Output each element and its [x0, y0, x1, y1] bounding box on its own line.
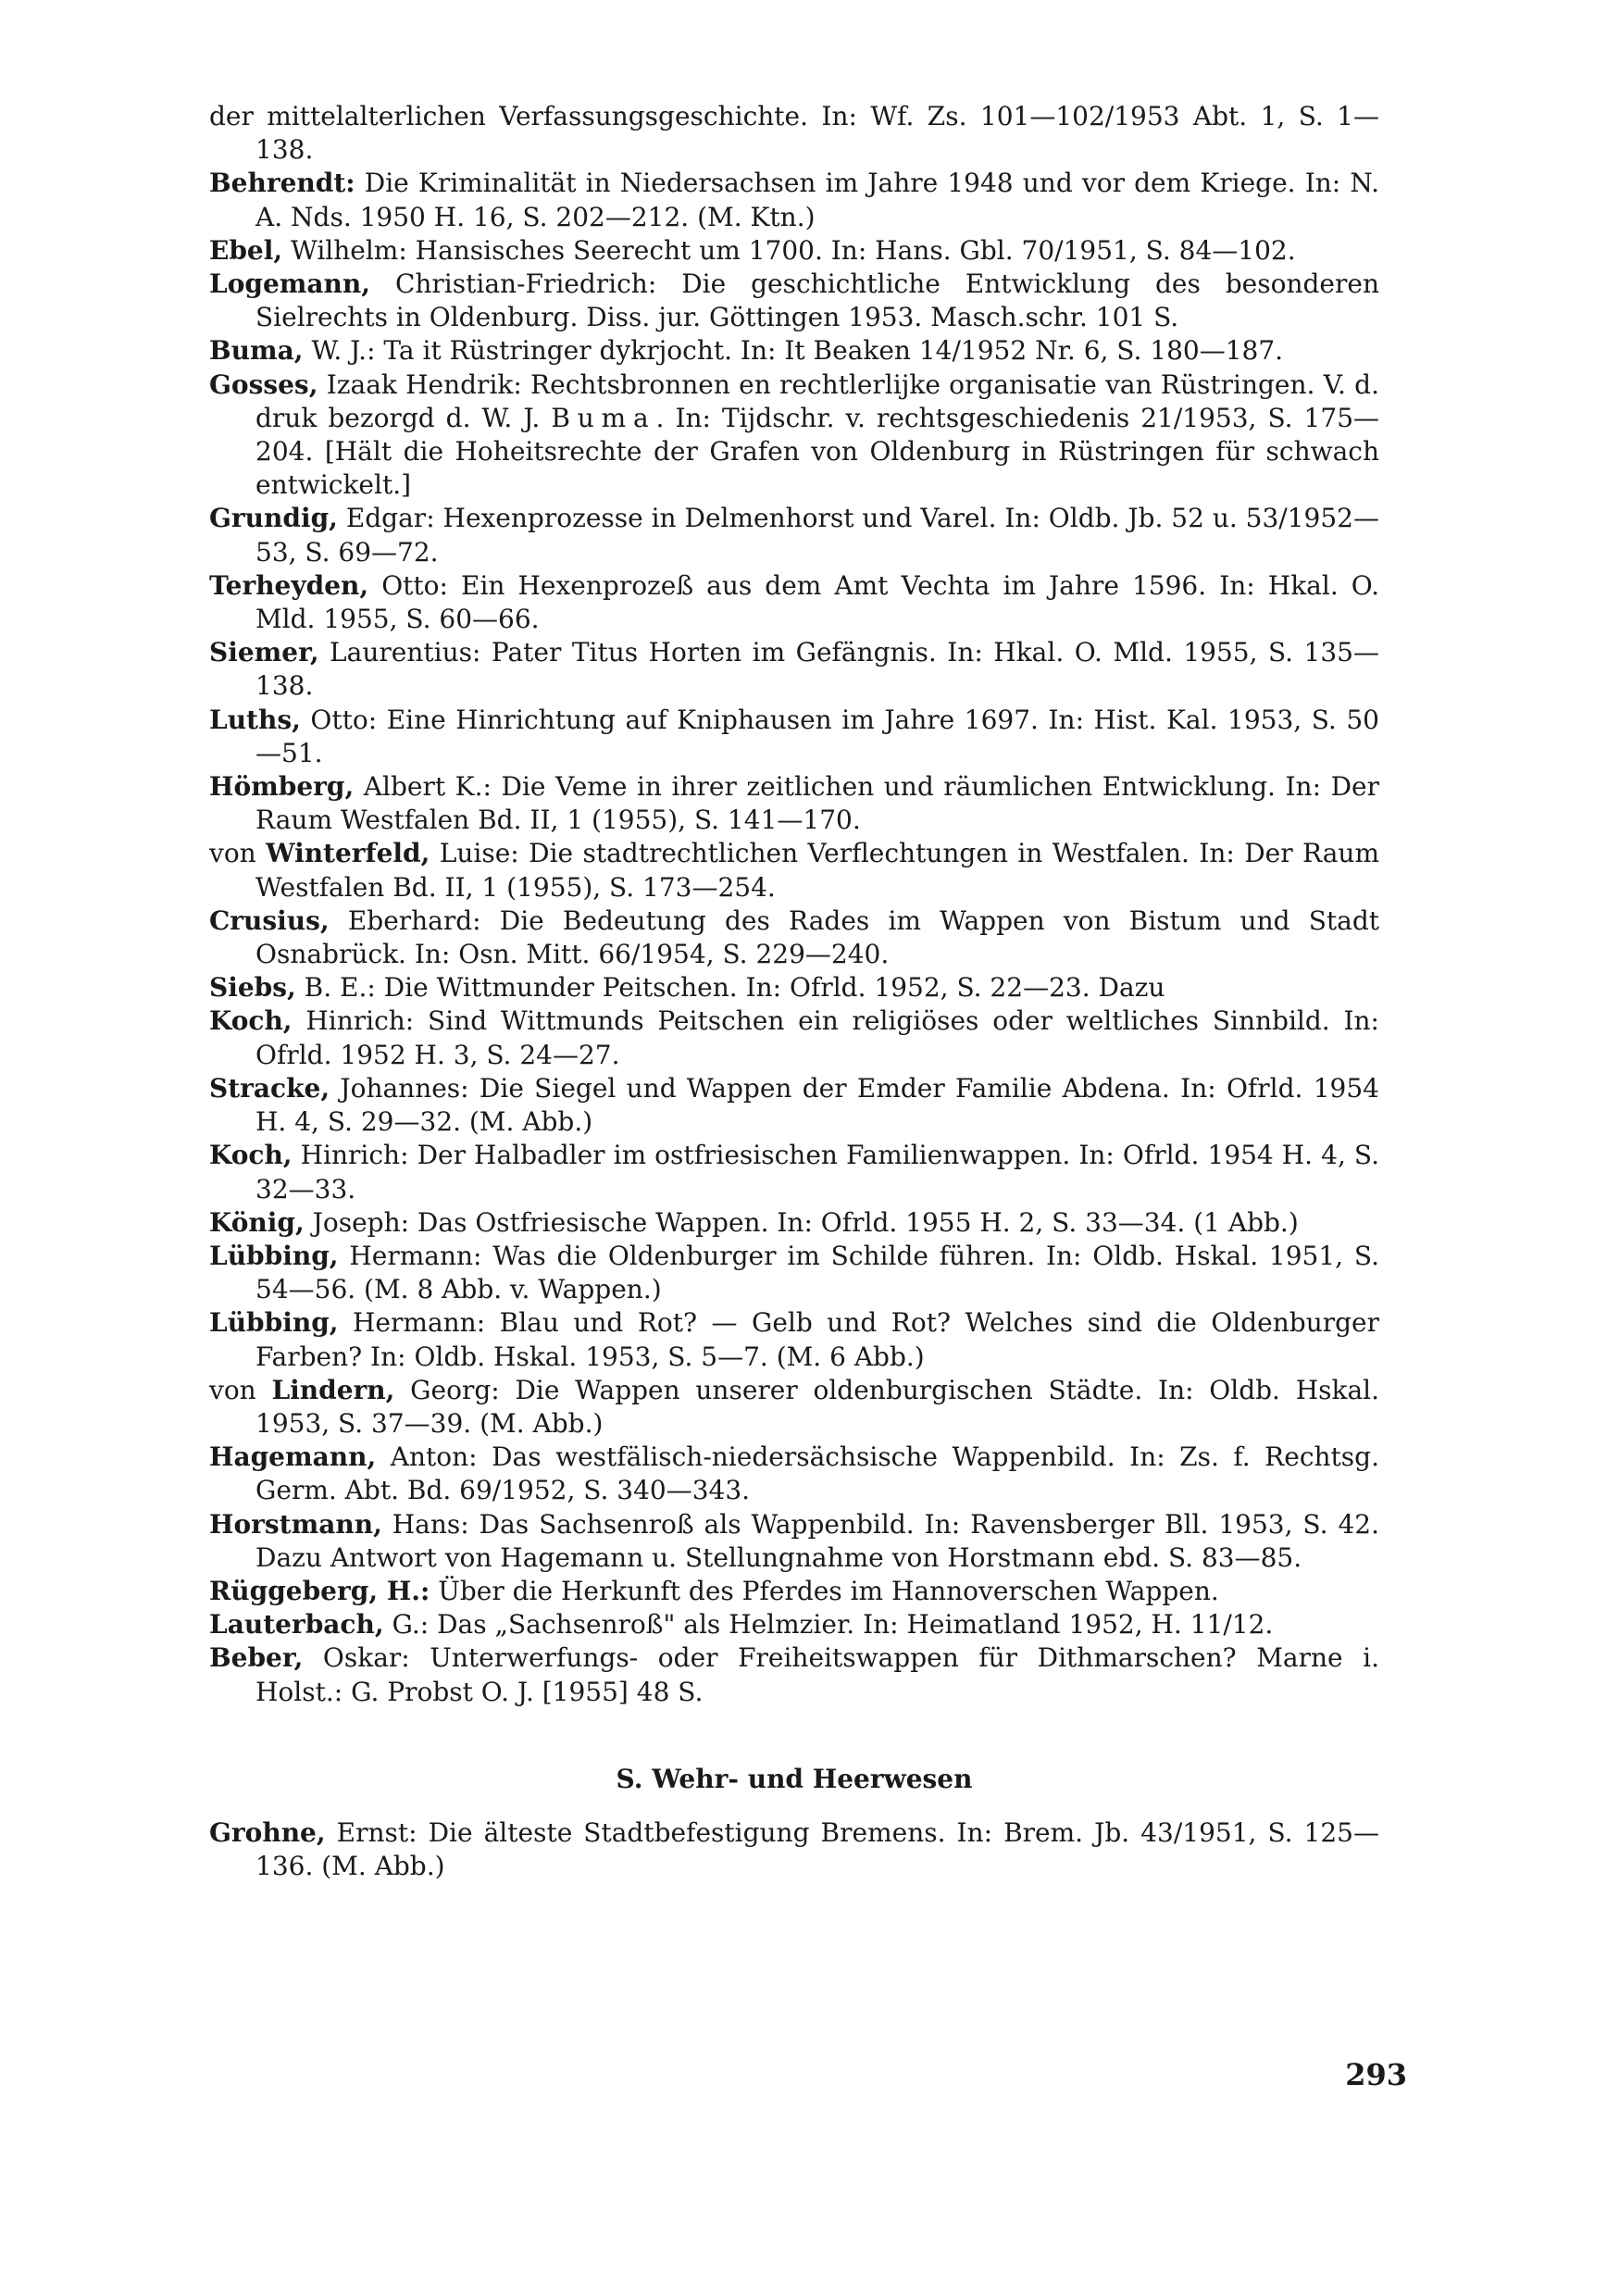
entry-text: Albert K.: Die Veme in ihrer zeitlichen und räumlichen Entwicklung. In: Der Raum Westfalen Bd. II, 1 (1955), S. 141—170.	[255, 771, 1379, 836]
section-bibliography-list	[209, 1816, 1379, 1883]
entry-text: Hans: Das Sachsenroß als Wappenbild. In: Ravensberger Bll. 1953, S. 42. Dazu Antwort von Hagemann u. Stellungnahme von Horstmann ebd. S. 83—85.	[255, 1508, 1379, 1573]
author-name: Beber,	[209, 1642, 304, 1674]
bibliography-entry	[209, 234, 1379, 268]
bibliography-entry	[209, 636, 1379, 703]
entry-text: Izaak Hendrik: Rechtsbronnen en rechtlerlijke organisatie van Rüstringen. V. d. druk bezorgd d. W. J.	[255, 368, 1379, 433]
bibliography-entry	[209, 368, 1379, 503]
bibliography-entry	[209, 1816, 1379, 1883]
entry-text: Edgar: Hexenprozesse in Delmenhorst und Varel. In: Oldb. Jb. 52 u. 53/1952—53, S. 69—72.	[255, 503, 1379, 568]
author-name: Siebs,	[209, 972, 296, 1004]
author-name: Lübbing,	[209, 1240, 339, 1271]
entry-text: Otto: Eine Hinrichtung auf Kniphausen im Jahre 1697. In: Hist. Kal. 1953, S. 50—51.	[255, 704, 1379, 768]
entry-text: Hermann: Blau und Rot? — Gelb und Rot? Welches sind die Oldenburger Farben? In: Oldb. Hskal. 1953, S. 5—7. (M. 6 Abb.)	[255, 1307, 1379, 1372]
author-name: Lübbing,	[209, 1307, 339, 1339]
entry-text: Ernst: Die älteste Stadtbefestigung Bremens. In: Brem. Jb. 43/1951, S. 125—136. (M. Abb.)	[255, 1816, 1379, 1881]
author-name: König,	[209, 1206, 305, 1238]
author-name: Terheyden,	[209, 569, 369, 601]
section-heading: S. Wehr- und Heerwesen	[616, 1763, 973, 1794]
entry-text: Georg: Die Wappen unserer oldenburgischen Städte. In: Oldb. Hskal. 1953, S. 37—39. (M. Abb.)	[255, 1374, 1380, 1439]
bibliography-list	[209, 167, 1379, 1708]
name-prefix: von	[209, 838, 267, 869]
author-name: Buma,	[209, 335, 304, 367]
entry-text: Otto: Ein Hexenprozeß aus dem Amt Vechta im Jahre 1596. In: Hkal. O. Mld. 1955, S. 60—66.	[255, 569, 1379, 635]
author-name: Stracke,	[209, 1072, 330, 1104]
bibliography-entry	[209, 1608, 1379, 1641]
author-name: Crusius,	[209, 905, 330, 936]
bibliography-entry	[209, 502, 1379, 568]
bibliography-entry	[209, 770, 1379, 837]
bibliography-entry	[209, 1139, 1379, 1205]
entry-text: Johannes: Die Siegel und Wappen der Emder Familie Abdena. In: Ofrld. 1954 H. 4, S. 29—32. (M. Abb.)	[255, 1072, 1379, 1138]
entry-text: Laurentius: Pater Titus Horten im Gefängnis. In: Hkal. O. Mld. 1955, S. 135—138.	[255, 637, 1379, 702]
author-name: Grohne,	[209, 1816, 326, 1848]
bibliography-entry	[209, 334, 1379, 368]
author-name: Ebel,	[209, 234, 283, 266]
bibliography-entry	[209, 167, 1379, 233]
name-prefix: von	[209, 1374, 272, 1405]
entry-text: Luise: Die stadtrechtlichen Verflechtungen in Westfalen. In: Der Raum Westfalen Bd. II, 1 (1955), S. 173—254.	[255, 838, 1380, 903]
entry-text: G.: Das „Sachsenroß" als Helmzier. In: Heimatland 1952, H. 11/12.	[383, 1609, 1274, 1641]
bibliography-entry	[209, 1575, 1379, 1608]
bibliography-entry	[209, 1508, 1379, 1575]
bibliography-continuation: der mittelalterlichen Verfassungsgeschichte. In: Wf. Zs. 101—102/1953 Abt. 1, S. 1—138.	[209, 101, 1379, 166]
bibliography-entry	[209, 971, 1379, 1004]
author-name: Winterfeld,	[266, 838, 430, 869]
bibliography-entry	[209, 1004, 1379, 1071]
author-name: Koch,	[209, 1140, 293, 1171]
entry-text: B. E.: Die Wittmunder Peitschen. In: Ofrld. 1952, S. 22—23. Dazu	[295, 972, 1165, 1004]
entry-text: Wilhelm: Hansisches Seerecht um 1700. In: Hans. Gbl. 70/1951, S. 84—102.	[282, 234, 1296, 266]
bibliography-entry	[209, 1306, 1379, 1373]
author-name: Luths,	[209, 704, 301, 735]
entry-text: Oskar: Unterwerfungs- oder Freiheitswappen für Dithmarschen? Marne i. Holst.: G. Probst O. J. [1955] 48 S.	[255, 1642, 1379, 1707]
author-name: Siemer,	[209, 637, 319, 668]
entry-text: Hinrich: Der Halbadler im ostfriesischen Familienwappen. In: Ofrld. 1954 H. 4, S. 32—33.	[255, 1140, 1379, 1204]
bibliography-entry	[209, 1206, 1379, 1240]
page-number: 293	[1345, 2057, 1407, 2092]
bibliography-entry	[209, 1641, 1379, 1708]
entry-text: Die Kriminalität in Niedersachsen im Jahre 1948 und vor dem Kriege. In: N. A. Nds. 1950 H. 16, S. 202—212. (M. Ktn.)	[255, 168, 1379, 232]
entry-text: Hinrich: Sind Wittmunds Peitschen ein religiöses oder weltliches Sinnbild. In: Ofrld. 1952 H. 3, S. 24—27.	[255, 1005, 1379, 1070]
entry-text: Über die Herkunft des Pferdes im Hannoverschen Wappen.	[430, 1575, 1219, 1606]
bibliography-entry	[209, 837, 1379, 904]
entry-text: Anton: Das westfälisch-niedersächsische Wappenbild. In: Zs. f. Rechtsg. Germ. Abt. Bd. 69/1952, S. 340—343.	[255, 1441, 1379, 1506]
bibliography-entry	[209, 1441, 1379, 1507]
bibliography-entry	[209, 1240, 1379, 1306]
entry-text: Hermann: Was die Oldenburger im Schilde führen. In: Oldb. Hskal. 1951, S. 54—56. (M. 8 Abb. v. Wappen.)	[255, 1240, 1379, 1305]
author-name: Gosses,	[209, 368, 318, 400]
entry-text-continued: . In: Tijdschr. v. rechtsgeschiedenis 21/1953, S. 175—204. [Hält die Hoheitsrechte der Grafen von Oldenburg in Rüstringen für schwach entwickelt.]	[255, 402, 1380, 501]
author-name: Grundig,	[209, 503, 338, 534]
bibliography-entry	[209, 1374, 1379, 1441]
author-name: Lindern,	[271, 1374, 395, 1405]
spaced-name: Buma	[551, 402, 656, 433]
author-name: Koch,	[209, 1005, 293, 1037]
entry-text: Joseph: Das Ostfriesische Wappen. In: Ofrld. 1955 H. 2, S. 33—34. (1 Abb.)	[304, 1206, 1299, 1238]
bibliography-entry	[209, 569, 1379, 636]
bibliography-entry	[209, 268, 1379, 334]
bibliography-entry	[209, 1072, 1379, 1139]
author-name: Lauterbach,	[209, 1609, 384, 1641]
author-name: Horstmann,	[209, 1508, 382, 1540]
author-name: Hömberg,	[209, 771, 355, 803]
entry-text: Christian-Friedrich: Die geschichtliche Entwicklung des besonderen Sielrechts in Oldenburg. Diss. jur. Göttingen 1953. Masch.schr. 101 S.	[255, 268, 1379, 333]
entry-text: Eberhard: Die Bedeutung des Rades im Wappen von Bistum und Stadt Osnabrück. In: Osn. Mitt. 66/1954, S. 229—240.	[255, 905, 1379, 970]
author-name: Hagemann,	[209, 1441, 377, 1473]
bibliography-entry	[209, 704, 1379, 770]
author-name: Rüggeberg, H.:	[209, 1575, 430, 1606]
entry-text: W. J.: Ta it Rüstringer dykrjocht. In: It Beaken 14/1952 Nr. 6, S. 180—187.	[303, 335, 1284, 367]
document-page	[209, 100, 1379, 1883]
bibliography-entry	[209, 905, 1379, 971]
author-name: Behrendt:	[209, 168, 355, 199]
author-name: Logemann,	[209, 268, 370, 300]
